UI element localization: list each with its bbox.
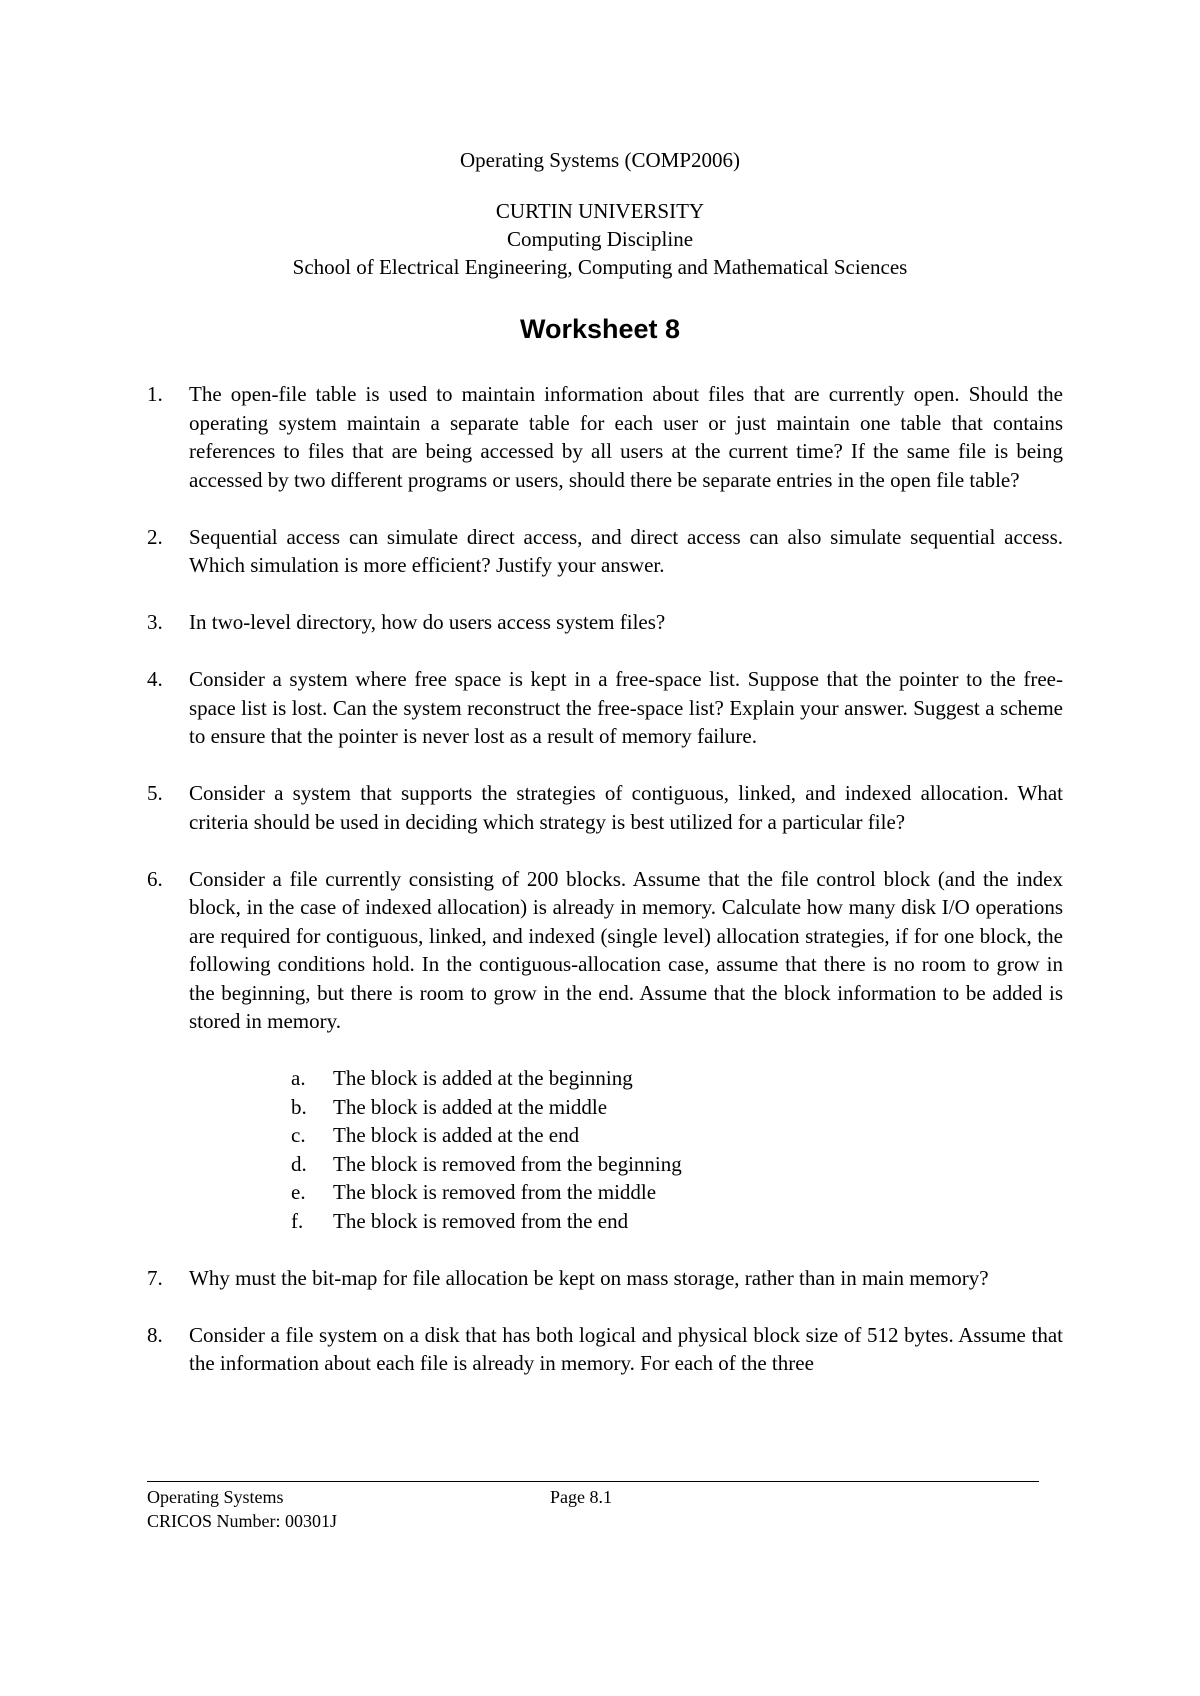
- question-number: 1.: [147, 382, 163, 406]
- question-text: The open-file table is used to maintain information about files that are currently open. Should the operating system maintain a separate table for each user or just maintain one table that contains references to files that are being accessed by all users at the current time? If the same file is being accessed by two different programs or users, should there be separate entries in the open file table?: [189, 382, 1063, 492]
- discipline-name: Computing Discipline: [506, 227, 694, 251]
- sub-item-d: [189, 1150, 1063, 1179]
- question-2: [147, 523, 1063, 580]
- question-text: Consider a file currently consisting of 200 blocks. Assume that the file control block (and the index block, in the case of indexed allocation) is already in memory. Calculate how many disk I/O operations are required for contiguous, linked, and indexed (single level) allocation strategies, if for one block, the following conditions hold. In the contiguous-allocation case, assume that there is no room to grow in the beginning, but there is room to grow in the end. Assume that the block information to be added is stored in memory.: [189, 866, 1063, 1033]
- sub-item-text: The block is removed from the end: [333, 1208, 629, 1233]
- question-number: 2.: [147, 524, 163, 549]
- sub-item-letter: e.: [291, 1180, 306, 1204]
- school-name: School of Electrical Engineering, Computing and Mathematical Sciences: [292, 255, 908, 279]
- sub-item-letter: f.: [291, 1208, 304, 1233]
- sub-item-a: [189, 1064, 1063, 1093]
- sub-item-c: [189, 1121, 1063, 1150]
- question-number: 6.: [147, 866, 163, 891]
- question-number: 5.: [147, 781, 163, 805]
- sub-item-text: The block is added at the middle: [333, 1094, 608, 1119]
- question-number: 4.: [147, 667, 163, 691]
- question-number: 3.: [147, 610, 163, 634]
- question-list: [147, 380, 1063, 1406]
- sub-item-e: [189, 1178, 1063, 1207]
- sub-item-b: [189, 1093, 1063, 1122]
- footer-cricos: CRICOS Number: 00301J: [147, 1511, 338, 1531]
- university-name: CURTIN UNIVERSITY: [495, 199, 705, 223]
- sub-item-letter: b.: [291, 1094, 307, 1119]
- question-4: [147, 665, 1063, 751]
- question-3: [147, 608, 1063, 637]
- question-8: [147, 1321, 1063, 1378]
- footer-left: [147, 1485, 337, 1533]
- footer-course: Operating Systems: [147, 1487, 284, 1507]
- sub-item-text: The block is added at the beginning: [333, 1066, 633, 1090]
- sub-item-text: The block is removed from the beginning: [333, 1151, 682, 1176]
- sub-item-letter: c.: [291, 1123, 306, 1147]
- question-number: 8.: [147, 1322, 163, 1347]
- page-number: Page 8.1: [550, 1487, 612, 1507]
- question-text: Consider a file system on a disk that has both logical and physical block size of 512 bytes. Assume that the information about each file is already in memory. For each of the three: [189, 1322, 1063, 1375]
- question-text: Consider a system where free space is kept in a free-space list. Suppose that the pointer to the free-space list is lost. Can the system reconstruct the free-space list? Explain your answer. Suggest a scheme to ensure that the pointer is never lost as a result of memory failure.: [189, 667, 1063, 748]
- sub-item-f: [189, 1207, 1063, 1236]
- sub-item-letter: d.: [291, 1151, 307, 1176]
- question-7: [147, 1264, 1063, 1293]
- sub-item-list: [189, 1064, 1063, 1235]
- footer-divider: [147, 1481, 1039, 1482]
- question-text: Sequential access can simulate direct access, and direct access can also simulate sequential access. Which simulation is more efficient? Justify your answer.: [189, 524, 1063, 577]
- sub-item-text: The block is removed from the middle: [333, 1180, 657, 1204]
- question-text: Consider a system that supports the strategies of contiguous, linked, and indexed allocation. What criteria should be used in deciding which strategy is best utilized for a particular file?: [189, 781, 1063, 834]
- sub-item-text: The block is added at the end: [333, 1123, 580, 1147]
- question-text: Why must the bit-map for file allocation be kept on mass storage, rather than in main memory?: [189, 1265, 989, 1290]
- question-text: In two-level directory, how do users access system files?: [189, 610, 666, 634]
- course-title: Operating Systems (COMP2006): [460, 148, 740, 172]
- document-header: [0, 146, 1200, 281]
- question-number: 7.: [147, 1265, 163, 1290]
- question-6: [147, 865, 1063, 1236]
- worksheet-title: Worksheet 8: [519, 314, 681, 344]
- question-5: [147, 779, 1063, 836]
- sub-item-letter: a.: [291, 1066, 306, 1090]
- question-1: [147, 380, 1063, 494]
